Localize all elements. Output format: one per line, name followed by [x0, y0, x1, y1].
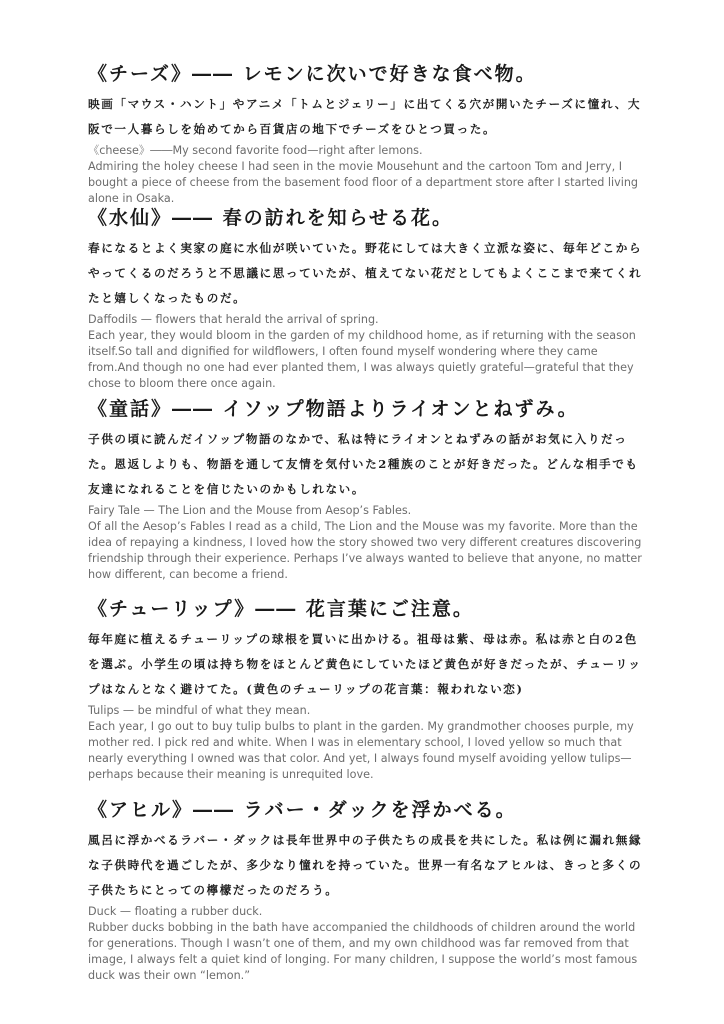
- section-title-en: 《cheese》――My second favorite food—right after lemons.: [88, 144, 423, 157]
- section-title-en: Tulips — be mindful of what they mean.: [88, 704, 311, 717]
- section-body-en: Each year, I go out to buy tulip bulbs to plant in the garden. My grandmother chooses purple, my mother red. I pick red and white. When I was in elementary school, I loved yellow so much that nearly everything I owned was that color. And yet, I always found myself avoiding yellow tulips—perhaps because their meaning is unrequited love.: [88, 720, 634, 781]
- section-body-en: Each year, they would bloom in the garden of my childhood home, as if returning with the season itself.So tall and dignified for wildflowers, I often found myself wondering where they came from.And though no one had ever planted them, I was always quietly grateful—grateful that they chose to bloom there once again.: [88, 329, 636, 390]
- section-title-en: Fairy Tale — The Lion and the Mouse from Aesop’s Fables.: [88, 504, 412, 517]
- section-body-jp: 風呂に浮かべるラバー・ダックは長年世界中の子供たちの成長を共にした。私は例に漏れ無縁な子供時代を過ごしたが、多少なり憧れを持っていた。世界一有名なアヒルは、きっと多くの子供たちにとっての檸檬だったのだろう。: [88, 833, 643, 897]
- section-body-jp: 春になるとよく実家の庭に水仙が咲いていた。野花にしては大きく立派な姿に、毎年どこからやってくるのだろうと不思議に思っていたが、植えてない花だとしてもよくここまで来てくれたと嬉しくなったものだ。: [88, 241, 643, 305]
- section-title-en: Daffodils — flowers that herald the arrival of spring.: [88, 313, 379, 326]
- section-body-en: Of all the Aesop’s Fables I read as a child, The Lion and the Mouse was my favorite. More than the idea of repaying a kindness, I loved how the story showed two very different creatures discovering friendship through their experience. Perhaps I’ve always wanted to believe that anyone, no matter how different, can become a friend.: [88, 520, 642, 581]
- section-duck: [88, 798, 648, 984]
- section-body-en: Admiring the holey cheese I had seen in the movie Mousehunt and the cartoon Tom and Jerry, I bought a piece of cheese from the basement food floor of a department store after I started living alone in Osaka.: [88, 160, 639, 205]
- section-body-en: Rubber ducks bobbing in the bath have accompanied the childhoods of children around the world for generations. Though I wasn’t one of them, and my own childhood was far removed from that image, I always felt a quiet kind of longing. For many children, I suppose the world’s most famous duck was their own “lemon.”: [88, 921, 638, 982]
- section-title-jp: 《チューリップ》―― 花言葉にご注意。: [88, 598, 474, 620]
- section-body-jp: 映画「マウス・ハント」やアニメ「トムとジェリー」に出てくる穴が開いたチーズに憧れ、大阪で一人暮らしを始めてから百貨店の地下でチーズをひとつ買った。: [88, 97, 642, 136]
- section-daffodils: [88, 206, 648, 392]
- section-tulips: [88, 597, 648, 783]
- section-cheese: [88, 62, 648, 207]
- section-fairy-tale: [88, 397, 648, 583]
- section-body-jp: 子供の頃に読んだイソップ物語のなかで、私は特にライオンとねずみの話がお気に入りだった。恩返しよりも、物語を通して友情を気付いた2種族のことが好きだった。どんな相手でも友達になれることを信じたいのかもしれない。: [88, 432, 639, 496]
- section-title-jp: 《チーズ》―― レモンに次いで好きな食べ物。: [88, 63, 537, 85]
- section-title-en: Duck — floating a rubber duck.: [88, 905, 263, 918]
- section-body-jp: 毎年庭に植えるチューリップの球根を買いに出かける。祖母は紫、母は赤。私は赤と白の2色を選ぶ。小学生の頃は持ち物をほとんど黄色にしていたほど黄色が好きだったが、チューリップはなんとなく避けてた。(黄色のチューリップの花言葉：報われない恋): [88, 632, 642, 696]
- section-title-jp: 《水仙》―― 春の訪れを知らせる花。: [88, 207, 454, 229]
- section-title-jp: 《童話》―― イソップ物語よりライオンとねずみ。: [88, 398, 579, 420]
- section-title-jp: 《アヒル》―― ラバー・ダックを浮かべる。: [88, 799, 517, 821]
